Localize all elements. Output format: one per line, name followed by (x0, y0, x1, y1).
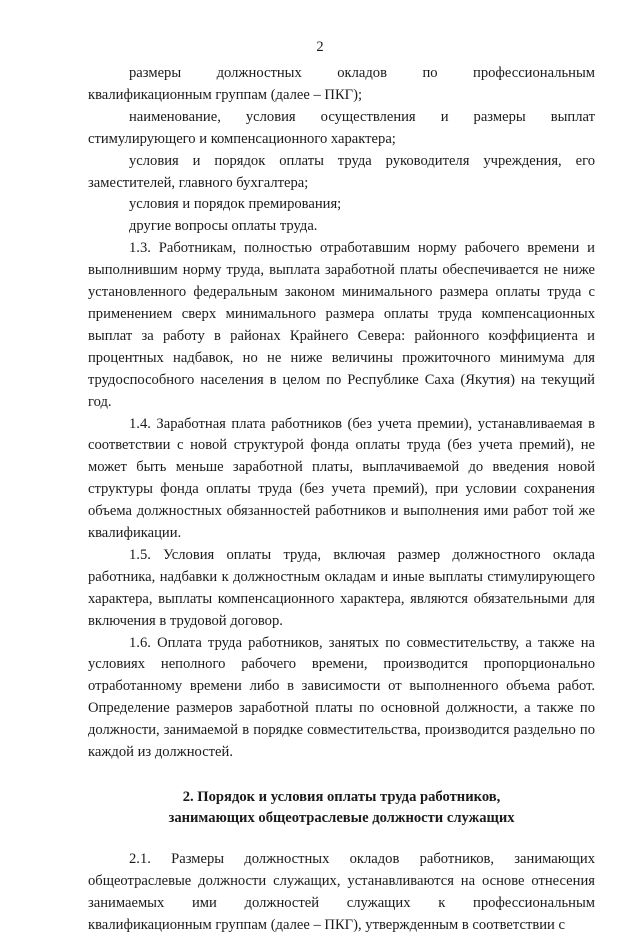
section-2-heading-line-2: занимающих общеотраслевые должности служащих (168, 810, 515, 826)
paragraph-other-questions: другие вопросы оплаты труда. (129, 218, 318, 235)
paragraph-head-pay-conditions: условия и порядок оплаты труда руководителя учреждения, его заместителей, главного бухгалтера; (88, 152, 595, 191)
paragraph-bonus-conditions: условия и порядок премирования; (129, 196, 342, 213)
section-2-heading-line-1: 2. Порядок и условия оплаты труда работников, (182, 789, 501, 805)
document-body (88, 63, 595, 937)
paragraph-1-6: 1.6. Оплата труда работников, занятых по совместительству, а также на условиях неполного рабочего времени, производится пропорционально отработанному времени либо в зависимости от выполненного объема работ. Определение размеров заработной платы по основной должности, а также по должности, занимаемой в порядке совместительства, производится раздельно по каждой из должностей. (88, 634, 595, 761)
paragraph-1-5: 1.5. Условия оплаты труда, включая размер должностного оклада работника, надбавки к должностным окладам и иные выплаты стимулирующего характера, выплаты компенсационного характера, являются обязательными для включения в трудовой договор. (88, 546, 595, 629)
paragraph-1-3: 1.3. Работникам, полностью отработавшим норму рабочего времени и выполнившим норму труда, выплата заработной платы обеспечивается не ниже установленного федеральным законом минимального размера оплаты труда с применением сверх минимального размера оплаты труда компенсационных выплат за работу в районах Крайнего Севера: районного коэффициента и процентных надбавок, но не ниже величины прожиточного минимума для трудоспособного населения в целом по Республике Саха (Якутия) на текущий год. (88, 240, 595, 410)
paragraph-2-1: 2.1. Размеры должностных окладов работников, занимающих общеотраслевые должности служащих, устанавливаются на основе отнесения занимаемых ими должностей служащих к профессиональным квалификационным группам (далее – ПКГ), утвержденным в соответствии с (88, 851, 595, 933)
paragraph-1-4: 1.4. Заработная плата работников (без учета премии), устанавливаемая в соответствии с новой структурой фонда оплаты труда (без учета премий), не может быть меньше заработной платы, выплачиваемой до введения новой структуры фонда оплаты труда (без учета премий), при условии сохранения объема должностных обязанностей работников и выполнения ими работ той же квалификации. (88, 415, 595, 542)
paragraph-salary-sizes: размеры должностных окладов по профессиональным квалификационным группам (далее – ПКГ); (88, 65, 595, 103)
page-number: 2 (316, 39, 324, 55)
paragraph-payment-names: наименование, условия осуществления и размеры выплат стимулирующего и компенсационного характера; (88, 108, 595, 147)
section-2-heading (88, 787, 595, 829)
